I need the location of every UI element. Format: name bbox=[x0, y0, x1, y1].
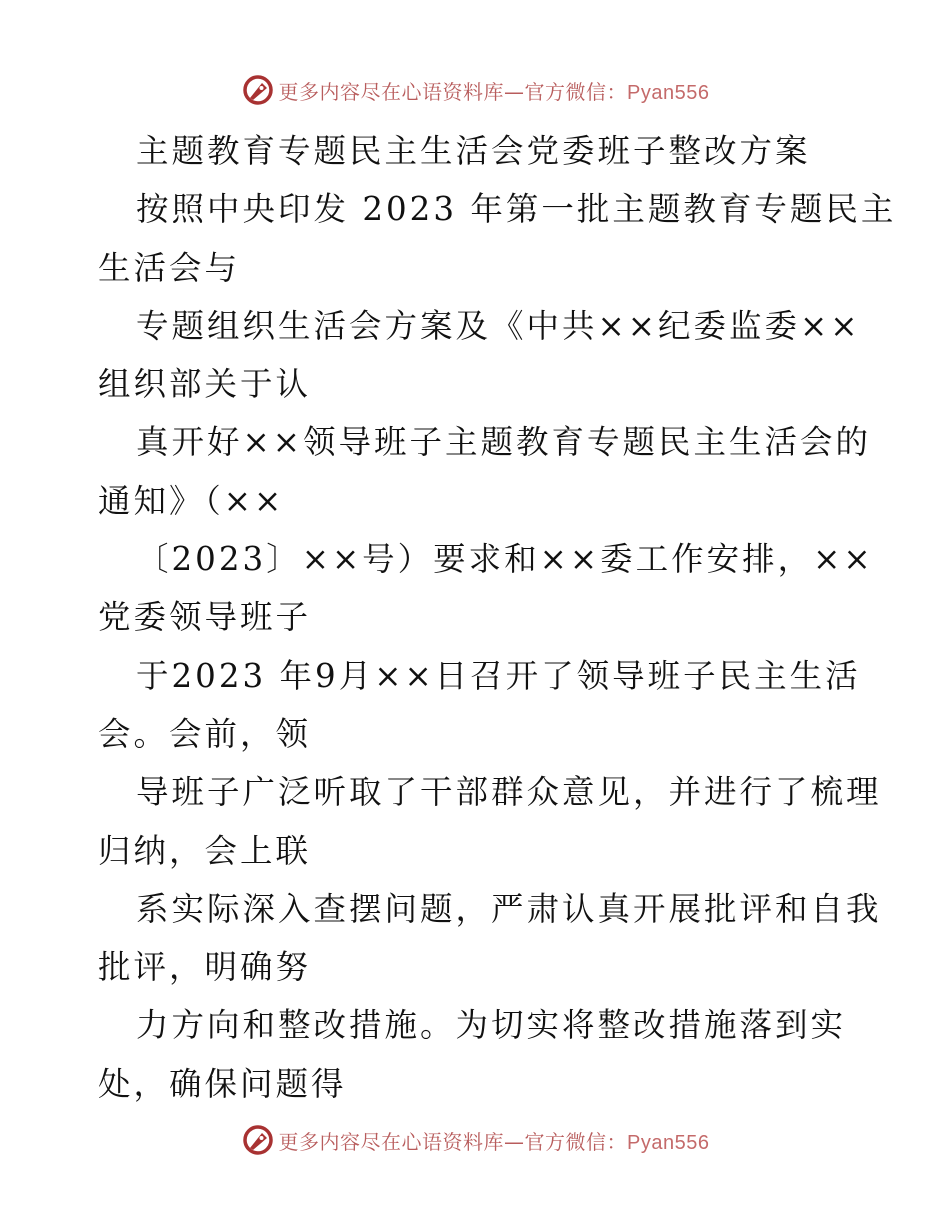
text-line: 真开好××领导班子主题教育专题民主生活会的 bbox=[136, 423, 871, 462]
text-line: 专题组织生活会方案及《中共××纪委监委×× bbox=[136, 306, 861, 345]
pen-nib-circle-icon bbox=[241, 73, 275, 107]
text-line: 处，确保问题得 bbox=[98, 1064, 347, 1103]
watermark-text: 更多内容尽在心语资料库—官方微信：Pyan556 bbox=[278, 1129, 710, 1154]
text-line: 导班子广泛听取了干部群众意见，并进行了梳理 bbox=[136, 773, 882, 812]
text-line: 系实际深入查摆问题，严肃认真开展批评和自我 bbox=[136, 889, 882, 928]
watermark-text: 更多内容尽在心语资料库—官方微信：Pyan556 bbox=[278, 79, 710, 104]
pen-nib-circle-icon bbox=[241, 1123, 275, 1157]
watermark-footer bbox=[0, 1120, 950, 1160]
text-line: 主题教育专题民主生活会党委班子整改方案 bbox=[136, 132, 811, 170]
text-line: 〔2023〕××号）要求和××委工作安排，×× bbox=[136, 540, 874, 579]
text-line: 按照中央印发 2023 年第一批主题教育专题民主 bbox=[136, 190, 897, 229]
text-line: 力方向和整改措施。为切实将整改措施落到实 bbox=[136, 1006, 847, 1045]
text-line: 会。会前，领 bbox=[98, 714, 312, 753]
text-line: 生活会与 bbox=[98, 248, 241, 287]
document-body bbox=[98, 122, 897, 1113]
text-line: 党委领导班子 bbox=[98, 598, 312, 637]
text-line: 批评，明确努 bbox=[98, 948, 312, 987]
watermark-header bbox=[0, 70, 950, 110]
text-line: 归纳，会上联 bbox=[98, 831, 312, 870]
text-line: 组织部关于认 bbox=[98, 365, 312, 404]
text-line: 于2023 年9月××日召开了领导班子民主生活 bbox=[136, 656, 861, 695]
text-line: 通知》（×× bbox=[98, 481, 285, 520]
